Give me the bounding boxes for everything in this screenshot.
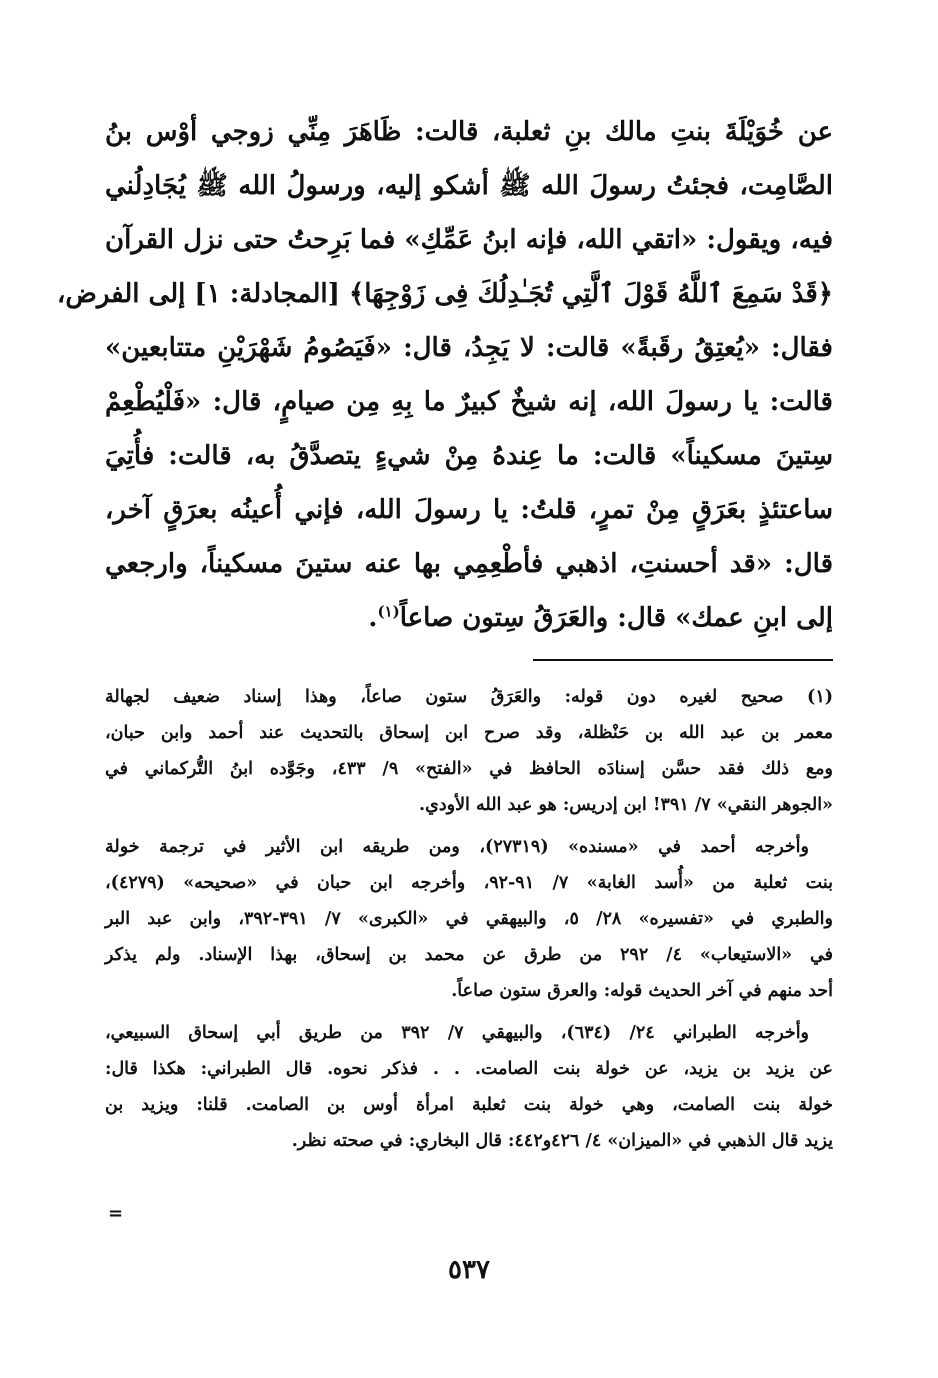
footnote-line: خولة بنت الصامت، وهي خولة بنت ثعلبة امرأة أوس بن الصامت. قلنا: ويزيد بن [105,1095,833,1115]
footnote-reference[interactable]: (١) [377,602,400,621]
main-line: الصَّامِت، فجئتُ رسولَ الله ﷺ أشكو إليه، ورسولُ الله ﷺ يُجَادِلُني [105,171,833,201]
footnote-paragraph [105,679,833,823]
main-line-text: إلى ابنِ عمك» قال: والعَرَقُ سِتون صاعاً [399,603,833,633]
main-line: قال: «قد أحسنتِ، اذهبي فأطْعِمِي بها عنه ستينَ مسكيناً، وارجعي [105,549,833,579]
footnote-line: (١) صحيح لغيره دون قوله: والعَرَقُ ستون صاعاً، وهذا إسناد ضعيف لجهالة [105,687,833,707]
footnote-line: عن يزيد بن يزيد، عن خولة بنت الصامت. . . فذكر نحوه. قال الطبراني: هكذا قال: [105,1059,833,1079]
footnote-line: يزيد قال الذهبي في «الميزان» ٤/ ٤٢٦و٤٤٢: قال البخاري: في صحته نظر. [291,1131,833,1151]
footnote-line: معمر بن عبد الله بن حَنْظلة، وقد صرح ابن إسحاق بالتحديث عند أحمد وابن حبان، [105,723,833,743]
footnote-line: في «الاستيعاب» ٤/ ٢٩٢ من طرق عن محمد بن إسحاق، بهذا الإسناد. ولم يذكر [105,945,834,965]
footnote-paragraph [105,1015,833,1159]
footnote-paragraph [105,829,833,1009]
main-line: فقال: «يُعتِقُ رقَبةً» قالت: لا يَجِدُ، قال: «فَيَصُومُ شَهْرَيْنِ متتابعين» [105,333,833,363]
footnotes-section [105,679,833,1159]
final-period: . [368,603,378,633]
main-line: ﴿قَدْ سَمِعَ ٱللَّهُ قَوْلَ ٱلَّتِي تُجَـٰدِلُكَ فِى زَوْجِهَا﴾ [المجادلة: ١] إلى الفرض، [57,279,833,309]
page-body [57,105,834,1165]
continuation-mark: = [108,1203,124,1224]
main-line: قالت: يا رسولَ الله، إنه شيخٌ كبيرٌ ما بِهِ مِن صيامٍ، قال: «فَلْيُطْعِمْ [105,387,833,417]
main-text [57,105,833,645]
footnote-line: بنت ثعلبة من «أُسد الغابة» ٧/ ٩١-٩٢، وأخرجه ابن حبان في «صحيحه» (٤٢٧٩)، [105,873,833,893]
footnote-line: وأخرجه أحمد في «مسنده» (٢٧٣١٩)، ومن طريقه ابن الأثير في ترجمة خولة [105,837,809,857]
main-line: سِتينَ مسكيناً» قالت: ما عِندهُ مِنْ شيءٍ يتصدَّقُ به، قالت: فأُتِيَ [105,441,833,471]
footnote-line: «الجوهر النقي» ٧/ ٣٩١! ابن إدريس: هو عبد الله الأودي. [419,795,833,815]
main-line: ساعتئذٍ بعَرَقٍ مِنْ تمرٍ، قلتُ: يا رسولَ الله، فإني أُعينُه بعرَقٍ آخر، [105,495,833,525]
footnote-line: ومع ذلك فقد حسَّن إسنادَه الحافظ في «الفتح» ٩/ ٤٣٣، وجَوَّده ابنُ التُّركماني في [105,759,834,779]
footnote-divider [533,659,833,661]
footnote-line: وأخرجه الطبراني ٢٤/ (٦٣٤)، والبيهقي ٧/ ٣٩٢ من طريق أبي إسحاق السبيعي، [105,1023,810,1043]
main-line-last [105,591,833,645]
footnote-line: والطبري في «تفسيره» ٢٨/ ٥، والبيهقي في «الكبرى» ٧/ ٣٩١-٣٩٢، وابن عبد البر [105,909,833,929]
page-number: ٥٣٧ [448,1255,490,1285]
main-line: فيه، ويقول: «اتقي الله، فإنه ابنُ عَمِّكِ» فما بَرِحتُ حتى نزل القرآن [105,225,833,255]
footnote-line: أحد منهم في آخر الحديث قوله: والعرق ستون صاعاً. [451,981,833,1001]
main-line: عن خُوَيْلَةَ بنتِ مالك بنِ ثعلبة، قالت: ظَاهَرَ مِنِّي زوجي أوْس بنُ [105,117,833,147]
